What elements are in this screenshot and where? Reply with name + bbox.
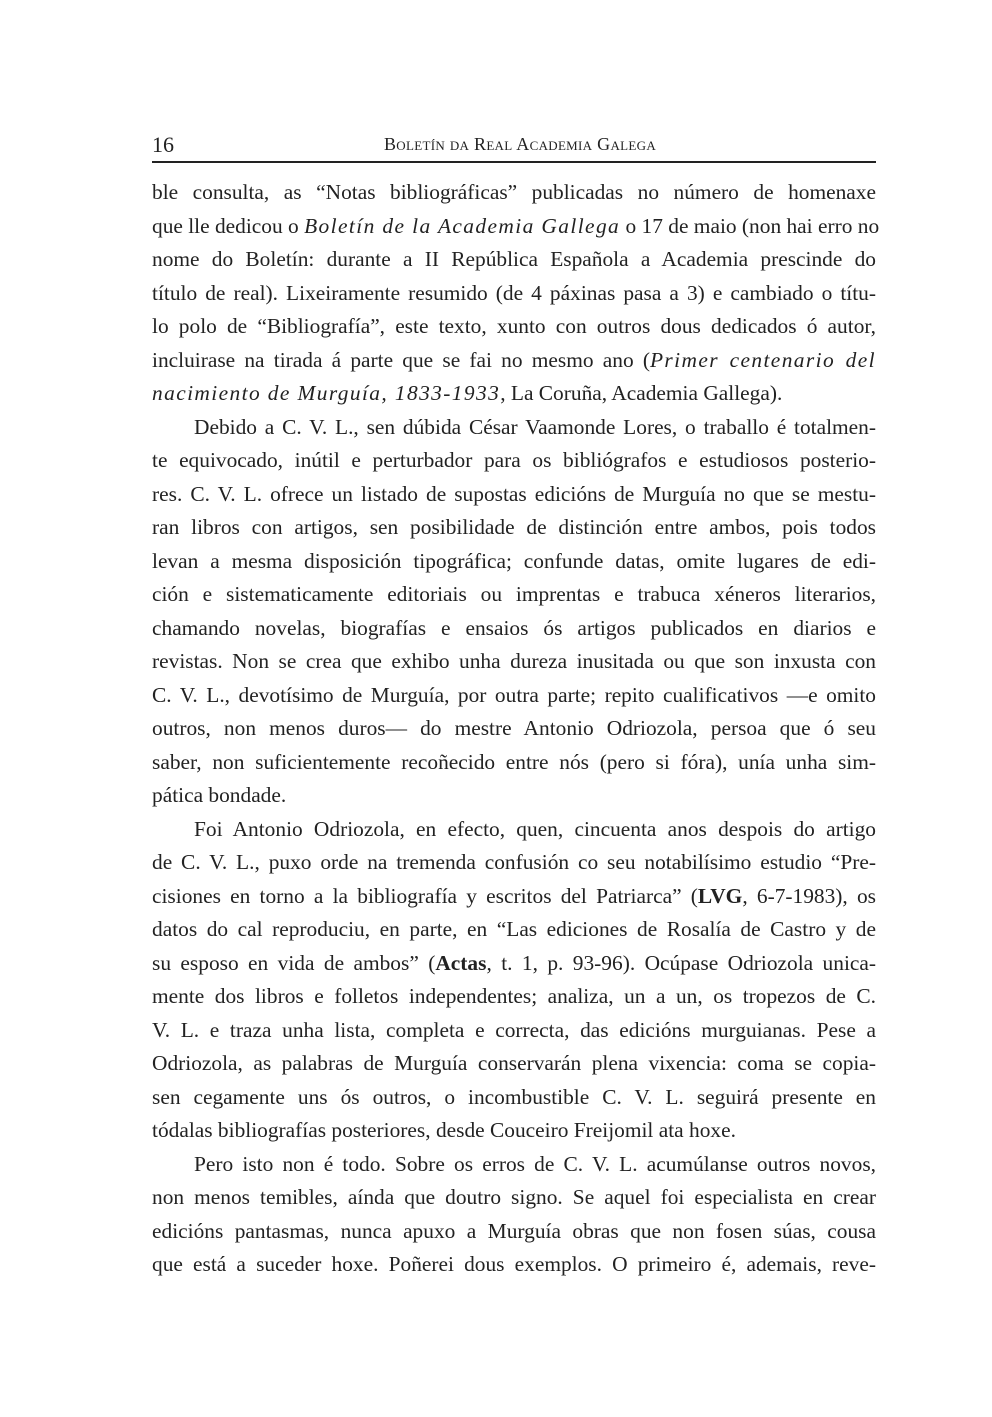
text-line: Foi Antonio Odriozola, en efecto, quen, cincuenta anos despois do artigo	[194, 816, 876, 841]
body-text	[152, 176, 880, 1282]
text-line: de C. V. L., puxo orde na tremenda confusión co seu notabilísimo estudio “Pre-	[152, 850, 876, 874]
text-line: levan a mesma disposición tipográfica; confunde datas, omite lugares de edi-	[152, 548, 876, 573]
text-line: su esposo en vida de ambos” (Actas, t. 1, p. 93-96). Ocúpase Odriozola unica-	[152, 950, 877, 975]
paragraph	[152, 813, 876, 1148]
page-header	[152, 130, 876, 160]
page-number: 16	[152, 132, 174, 157]
text-line: chamando novelas, biografías e ensaios ós artigos publicados en diarios e	[152, 615, 876, 640]
paragraph	[152, 1148, 876, 1282]
italic-title: Boletín de la Academia Gallega	[304, 213, 621, 238]
header-rule	[152, 161, 876, 163]
italic-title: Primer centenario del	[649, 347, 876, 372]
paragraph	[152, 411, 876, 813]
text-line: ran libros con artigos, sen posibilidade de distinción entre ambos, pois todos	[152, 515, 876, 539]
text-line: mente dos libros e folletos independentes; analiza, un a un, os tropezos de C.	[152, 984, 876, 1008]
text-line: V. L. e traza unha lista, completa e correcta, das edicións murguianas. Pese a	[152, 1017, 876, 1042]
text-line: ción e sistematicamente editoriais ou imprentas e trabuca xéneros literarios,	[152, 582, 876, 606]
text-line: edicións pantasmas, nunca apuxo a Murguía obras que non fosen súas, cousa	[152, 1218, 876, 1243]
text-line: Pero isto non é todo. Sobre os erros de C. V. L. acumúlanse outros novos,	[194, 1151, 876, 1176]
text-line: datos do cal reproduciu, en parte, en “Las ediciones de Rosalía de Castro y de	[152, 917, 876, 941]
text-line: incluirase na tirada á parte que se fai no mesmo ano (Primer centenario del	[152, 347, 876, 372]
text-line: saber, non suficientemente recoñecido entre nós (pero si fóra), unía unha sim-	[152, 749, 876, 774]
text-line: revistas. Non se crea que exhibo unha dureza inusitada ou que son inxusta con	[152, 649, 876, 673]
text-line: sen cegamente uns ós outros, o incombustible C. V. L. seguirá presente en	[152, 1084, 876, 1109]
text-line: pática bondade.	[152, 783, 287, 807]
text-line: outros, non menos duros— do mestre Antonio Odriozola, persoa que ó seu	[152, 716, 876, 740]
text-line: res. C. V. L. ofrece un listado de supostas edicións de Murguía no que se mestu-	[152, 481, 876, 506]
text-line: título de real). Lixeiramente resumido (de 4 páxinas pasa a 3) e cambiado o títu-	[152, 280, 876, 305]
text-line: cisiones en torno a la bibliografía y escritos del Patriarca” (LVG, 6-7-1983), os	[152, 883, 876, 908]
text-line: Odriozola, as palabras de Murguía conservarán plena vixencia: coma se copia-	[152, 1051, 876, 1075]
bold-abbreviation: LVG	[697, 883, 743, 908]
text-line: nome do Boletín: durante a II República Española a Academia prescinde do	[152, 247, 876, 271]
text-line: C. V. L., devotísimo de Murguía, por outra parte; repito cualificativos —e omito	[152, 682, 876, 707]
text-line: te equivocado, inútil e perturbador para os bibliógrafos e estudiosos posterio-	[152, 448, 876, 472]
italic-title: nacimiento de Murguía, 1833-1933	[152, 381, 501, 405]
text-line: tódalas bibliografías posteriores, desde Couceiro Freijomil ata hoxe.	[152, 1118, 736, 1142]
text-line: que está a suceder hoxe. Poñerei dous exemplos. O primeiro é, ademais, reve-	[152, 1252, 876, 1276]
text-line: Debido a C. V. L., sen dúbida César Vaamonde Lores, o traballo é totalmen-	[194, 414, 876, 439]
text-line: lo polo de “Bibliografía”, este texto, xunto con outros dous dedicados ó autor,	[152, 314, 876, 338]
paragraph	[152, 176, 880, 411]
bold-abbreviation: Actas	[435, 950, 487, 975]
text-line: nacimiento de Murguía, 1833-1933, La Coruña, Academia Gallega).	[152, 381, 783, 405]
text-line: non menos temibles, aínda que doutro signo. Se aquel foi especialista en crear	[152, 1185, 876, 1209]
running-title: Boletín da Real Academia Galega	[384, 134, 657, 154]
text-line: que lle dedicou o Boletín de la Academia Gallega o 17 de maio (non hai erro no	[152, 213, 880, 238]
text-line: ble consulta, as “Notas bibliográficas” publicadas no número de homenaxe	[152, 180, 876, 204]
